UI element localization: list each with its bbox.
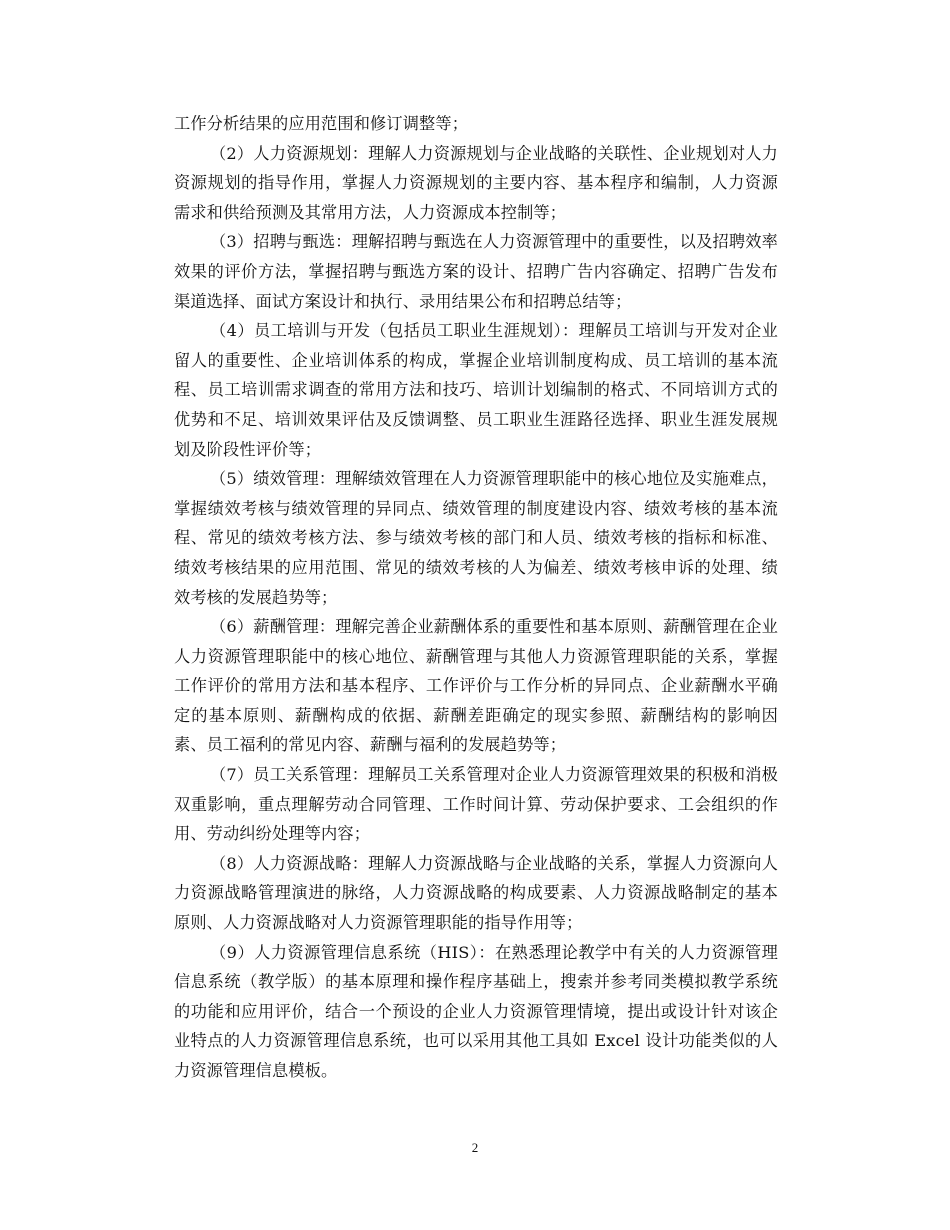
paragraph-hr-planning: （2）人力资源规划：理解人力资源规划与企业战略的关联性、企业规划对人力资源规划的指导作用，掌握人力资源规划的主要内容、基本程序和编制，人力资源需求和供给预测及其常用方法，人力资源成本控制等； <box>174 143 778 222</box>
paragraph-performance: （5）绩效管理：理解绩效管理在人力资源管理职能中的核心地位及实施难点，掌握绩效考核与绩效管理的异同点、绩效管理的制度建设内容、绩效考核的基本流程、常见的绩效考核方法、参与绩效考核的部门和人员、绩效考核的指标和标准、绩效考核结果的应用范围、常见的绩效考核的人为偏差、绩效考核申诉的处理、绩效考核的发展趋势等； <box>174 469 778 607</box>
paragraph-compensation: （6）薪酬管理：理解完善企业薪酬体系的重要性和基本原则、薪酬管理在企业人力资源管理职能中的核心地位、薪酬管理与其他人力资源管理职能的关系，掌握工作评价的常用方法和基本程序、工作评价与工作分析的异同点、企业薪酬水平确定的基本原则、薪酬构成的依据、薪酬差距确定的现实参照、薪酬结构的影响因素、员工福利的常见内容、薪酬与福利的发展趋势等； <box>174 617 778 755</box>
paragraph-continuation: 工作分析结果的应用范围和修订调整等； <box>174 114 469 133</box>
paragraph-hr-strategy: （8）人力资源战略：理解人力资源战略与企业战略的关系，掌握人力资源向人力资源战略管理演进的脉络，人力资源战略的构成要素、人力资源战略制定的基本原则、人力资源战略对人力资源管理职能的指导作用等； <box>174 853 778 933</box>
paragraph-training: （4）员工培训与开发（包括员工职业生涯规划）：理解员工培训与开发对企业留人的重要性、企业培训体系的构成，掌握企业培训制度构成、员工培训的基本流程、员工培训需求调查的常用方法和技巧、培训计划编制的格式、不同培训方式的优势和不足、培训效果评估及反馈调整、员工职业生涯路径选择、职业生涯发展规划及阶段性评价等； <box>174 321 778 459</box>
paragraph-recruitment: （3）招聘与甄选：理解招聘与甄选在人力资源管理中的重要性，以及招聘效率效果的评价方法，掌握招聘与甄选方案的设计、招聘广告内容确定、招聘广告发布渠道选择、面试方案设计和执行、录用结果公布和招聘总结等； <box>174 232 778 311</box>
document-body <box>174 109 778 1086</box>
paragraph-hr-information-system: （9）人力资源管理信息系统（HIS）：在熟悉理论教学中有关的人力资源管理信息系统（教学版）的基本原理和操作程序基础上，搜索并参考同类模拟教学系统的功能和应用评价，结合一个预设的企业人力资源管理情境，提出或设计针对该企业特点的人力资源管理信息系统，也可以采用其他工具如 Excel 设计功能类似的人力资源管理信息模板。 <box>174 942 778 1080</box>
paragraph-employee-relations: （7）员工关系管理：理解员工关系管理对企业人力资源管理效果的积极和消极双重影响，重点理解劳动合同管理、工作时间计算、劳动保护要求、工会组织的作用、劳动纠纷处理等内容； <box>174 765 778 844</box>
page-number: 2 <box>471 1140 479 1155</box>
